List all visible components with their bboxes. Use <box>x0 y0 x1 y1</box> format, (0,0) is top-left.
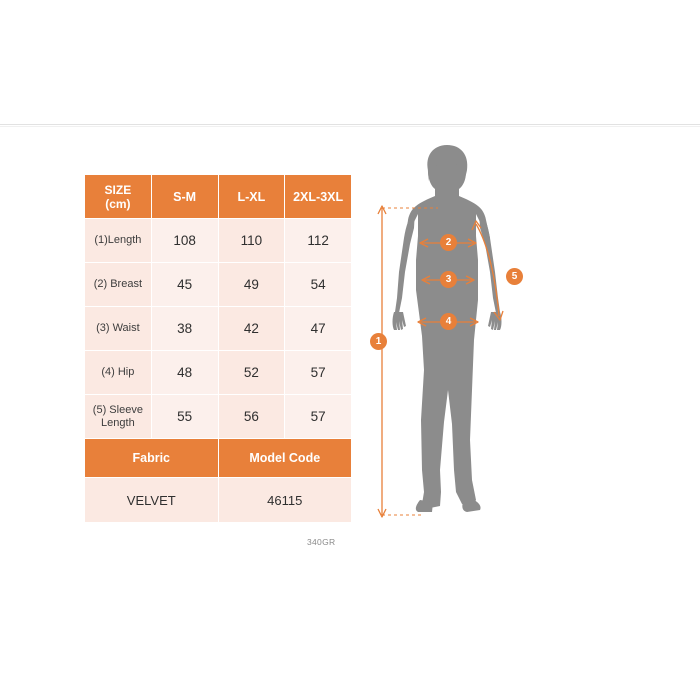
cell-hip-2xl-3xl: 57 <box>285 351 352 395</box>
table-row <box>85 263 352 307</box>
row-label-sleeve-line2: Length <box>101 416 135 429</box>
badge-2-breast: 2 <box>440 234 457 251</box>
row-label-length: (1)Length <box>85 219 152 263</box>
size-header-line2: (cm) <box>105 196 131 211</box>
cell-length-2xl-3xl: 112 <box>285 219 352 263</box>
fabric-value: VELVET <box>85 478 219 523</box>
model-code-value: 46115 <box>218 478 352 523</box>
cell-hip-l-xl: 52 <box>218 351 285 395</box>
cell-hip-s-m: 48 <box>151 351 218 395</box>
column-header-s-m: S-M <box>151 175 218 219</box>
badge-1-length: 1 <box>370 333 387 350</box>
cell-waist-l-xl: 42 <box>218 307 285 351</box>
cell-waist-2xl-3xl: 47 <box>285 307 352 351</box>
size-header-line1: SIZE <box>104 182 132 197</box>
badge-5-sleeve-length: 5 <box>506 268 523 285</box>
female-body-silhouette-icon <box>366 140 586 540</box>
cell-waist-s-m: 38 <box>151 307 218 351</box>
table-row <box>85 395 352 439</box>
row-label-sleeve-length <box>85 395 152 439</box>
fabric-header: Fabric <box>85 439 219 478</box>
column-header-2xl-3xl: 2XL-3XL <box>285 175 352 219</box>
top-divider-shadow <box>0 126 700 127</box>
cell-length-s-m: 108 <box>151 219 218 263</box>
badge-4-hip: 4 <box>440 313 457 330</box>
table-row <box>85 351 352 395</box>
cell-breast-2xl-3xl: 54 <box>285 263 352 307</box>
cell-sleeve-l-xl: 56 <box>218 395 285 439</box>
measurement-figure <box>366 140 586 540</box>
model-code-header: Model Code <box>218 439 352 478</box>
cell-breast-l-xl: 49 <box>218 263 285 307</box>
row-label-waist: (3) Waist <box>85 307 152 351</box>
fabric-weight-note: 340GR <box>307 537 336 547</box>
table-header-row <box>85 175 352 219</box>
cell-sleeve-s-m: 55 <box>151 395 218 439</box>
size-unit-header <box>85 175 152 219</box>
column-header-l-xl: L-XL <box>218 175 285 219</box>
size-table <box>84 174 352 523</box>
table-footer-value-row <box>85 478 352 523</box>
cell-sleeve-2xl-3xl: 57 <box>285 395 352 439</box>
row-label-breast: (2) Breast <box>85 263 152 307</box>
badge-3-waist: 3 <box>440 271 457 288</box>
cell-breast-s-m: 45 <box>151 263 218 307</box>
table-footer-header-row <box>85 439 352 478</box>
row-label-hip: (4) Hip <box>85 351 152 395</box>
cell-length-l-xl: 110 <box>218 219 285 263</box>
table-row <box>85 307 352 351</box>
top-divider <box>0 124 700 125</box>
table-row <box>85 219 352 263</box>
row-label-sleeve-line1: (5) Sleeve <box>92 403 143 416</box>
